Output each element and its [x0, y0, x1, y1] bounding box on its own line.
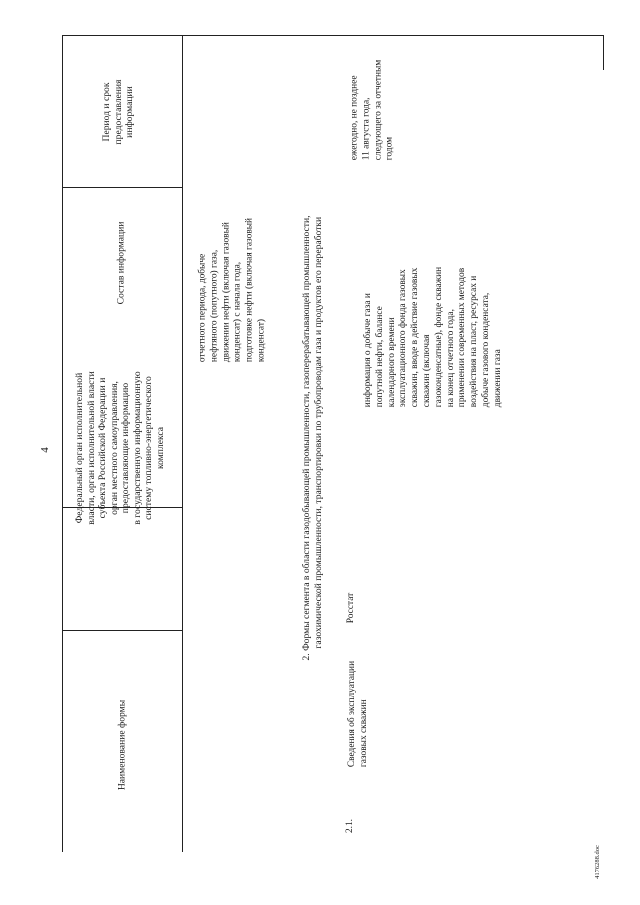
- column-divider-1: [182, 35, 183, 852]
- header-divider-1: [62, 630, 182, 631]
- header-divider-3: [62, 187, 182, 188]
- row-composition: информация о добыче газа и попутной нефти, балансе календарного времени эксплуатационного фонда газовых скважин, вводе в действие газовых скважин (включая газоконденсатные), фонде скважин на конец отчетного года, применении современных методов воздействия на пласт, ресурсах и добыче газового конденсата, движении газа: [363, 266, 503, 408]
- header-form-name: Наименование формы: [116, 699, 128, 791]
- table-border-left: [62, 35, 63, 852]
- document-footer: 4176288.doc: [594, 845, 601, 879]
- header-period: Период и срок предоставления информации: [100, 79, 135, 145]
- section-heading: 2. Формы сегмента в области газодобывающей промышленности, газоперерабатывающей промышленности, газохимической промышленности, транспортировки по трубопроводам газа и продуктов его переработки: [301, 215, 324, 661]
- table-top-edge: [62, 35, 603, 36]
- row-period: ежегодно, не позднее 11 августа года, следующего за отчетным годом: [349, 59, 395, 161]
- row-agency: Росстат: [346, 592, 357, 624]
- header-agency: Федеральный орган исполнительной власти, орган исполнительной власти субъекта Российской Федерации и орган местного самоуправления, предоставляющие информацию в государственную информационную систему топливно-энергетического комплекса: [74, 371, 166, 525]
- continuation-composition: отчетного периода, добыче нефтяного (попутного) газа, движении нефти (включая газовый конденсат) с начала года, подготовке нефти (включая газовый конденсат): [197, 217, 267, 363]
- page-number: 4: [39, 447, 52, 453]
- row-number: 2.1.: [345, 818, 356, 834]
- row-form-name: Сведения об эксплуатации газовых скважин: [347, 660, 369, 768]
- header-composition: Состав информации: [115, 221, 127, 305]
- table-border-right-stub: [603, 35, 604, 70]
